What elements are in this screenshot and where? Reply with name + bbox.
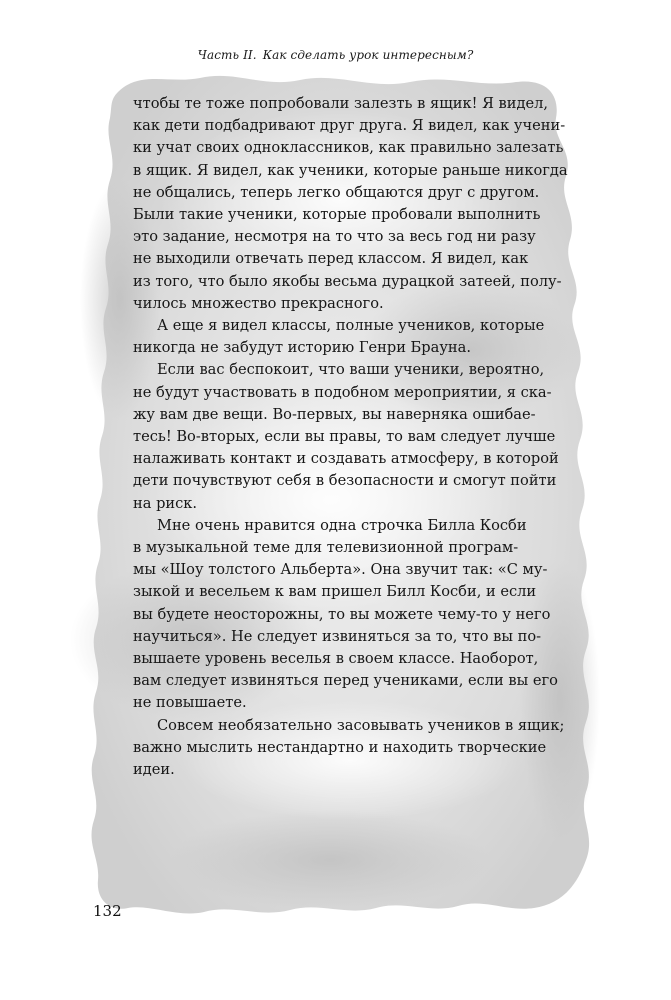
text-line: это задание, несмотря на то что за весь год ни разу — [133, 228, 536, 246]
text-line: в музыкальной теме для телевизионной програм- — [133, 539, 519, 557]
text-line: тесь! Во-вторых, если вы правы, то вам следует лучше — [133, 428, 556, 446]
text-line: не повышаете. — [133, 694, 247, 712]
text-line: вышаете уровень веселья в своем классе. Наоборот, — [133, 650, 539, 668]
text-line: научиться». Не следует извиняться за то, что вы по- — [133, 627, 542, 645]
paragraph-first-line: А еще я видел классы, полные учеников, которые — [157, 317, 545, 335]
paragraph-first-line: Совсем необязательно засовывать учеников в ящик; — [157, 716, 565, 734]
text-line: идеи. — [133, 761, 175, 779]
running-head-part: Часть II. — [197, 48, 257, 62]
text-line: вы будете неосторожны, то вы можете чему-то у него — [133, 605, 551, 623]
paragraph-first-line: Если вас беспокоит, что ваши ученики, вероятно, — [157, 361, 545, 379]
paragraph-first-line: Мне очень нравится одна строчка Билла Косби — [157, 516, 527, 534]
text-line: зыкой и весельем к вам пришел Билл Косби, и если — [133, 583, 537, 601]
grunge-smudge — [170, 810, 490, 910]
text-line: не общались, теперь легко общаются друг с другом. — [133, 183, 540, 201]
body-text — [133, 93, 573, 781]
running-head-chapter: Как сделать урок интересным? — [262, 48, 474, 62]
text-line: вам следует извиняться перед учениками, если вы его — [133, 672, 558, 690]
text-line: из того, что было якобы весьма дурацкой затеей, полу- — [133, 272, 562, 290]
text-line: важно мыслить нестандартно и находить творческие — [133, 738, 547, 756]
text-line: налаживать контакт и создавать атмосферу, в которой — [133, 450, 559, 468]
page-number: 132 — [93, 902, 122, 920]
text-line: жу вам две вещи. Во-первых, вы наверняка ошибае- — [133, 405, 536, 423]
text-line: дети почувствуют себя в безопасности и смогут пойти — [133, 472, 557, 490]
running-head — [0, 48, 671, 62]
text-line: ки учат своих одноклассников, как правильно залезать — [133, 139, 564, 157]
text-line: не выходили отвечать перед классом. Я видел, как — [133, 250, 529, 268]
text-line: чтобы те тоже попробовали залезть в ящик! Я видел, — [133, 95, 549, 112]
text-line: чилось множество прекрасного. — [133, 294, 384, 312]
text-line: не будут участвовать в подобном мероприятии, я ска- — [133, 383, 552, 401]
text-line: как дети подбадривают друг друга. Я видел, как учени- — [133, 117, 566, 135]
text-line: в ящик. Я видел, как ученики, которые раньше никогда — [133, 161, 568, 179]
text-line: на риск. — [133, 494, 198, 512]
text-line: никогда не забудут историю Генри Брауна. — [133, 339, 471, 357]
text-line: Были такие ученики, которые пробовали выполнить — [133, 206, 541, 224]
text-line: мы «Шоу толстого Альберта». Она звучит так: «С му- — [133, 561, 548, 579]
